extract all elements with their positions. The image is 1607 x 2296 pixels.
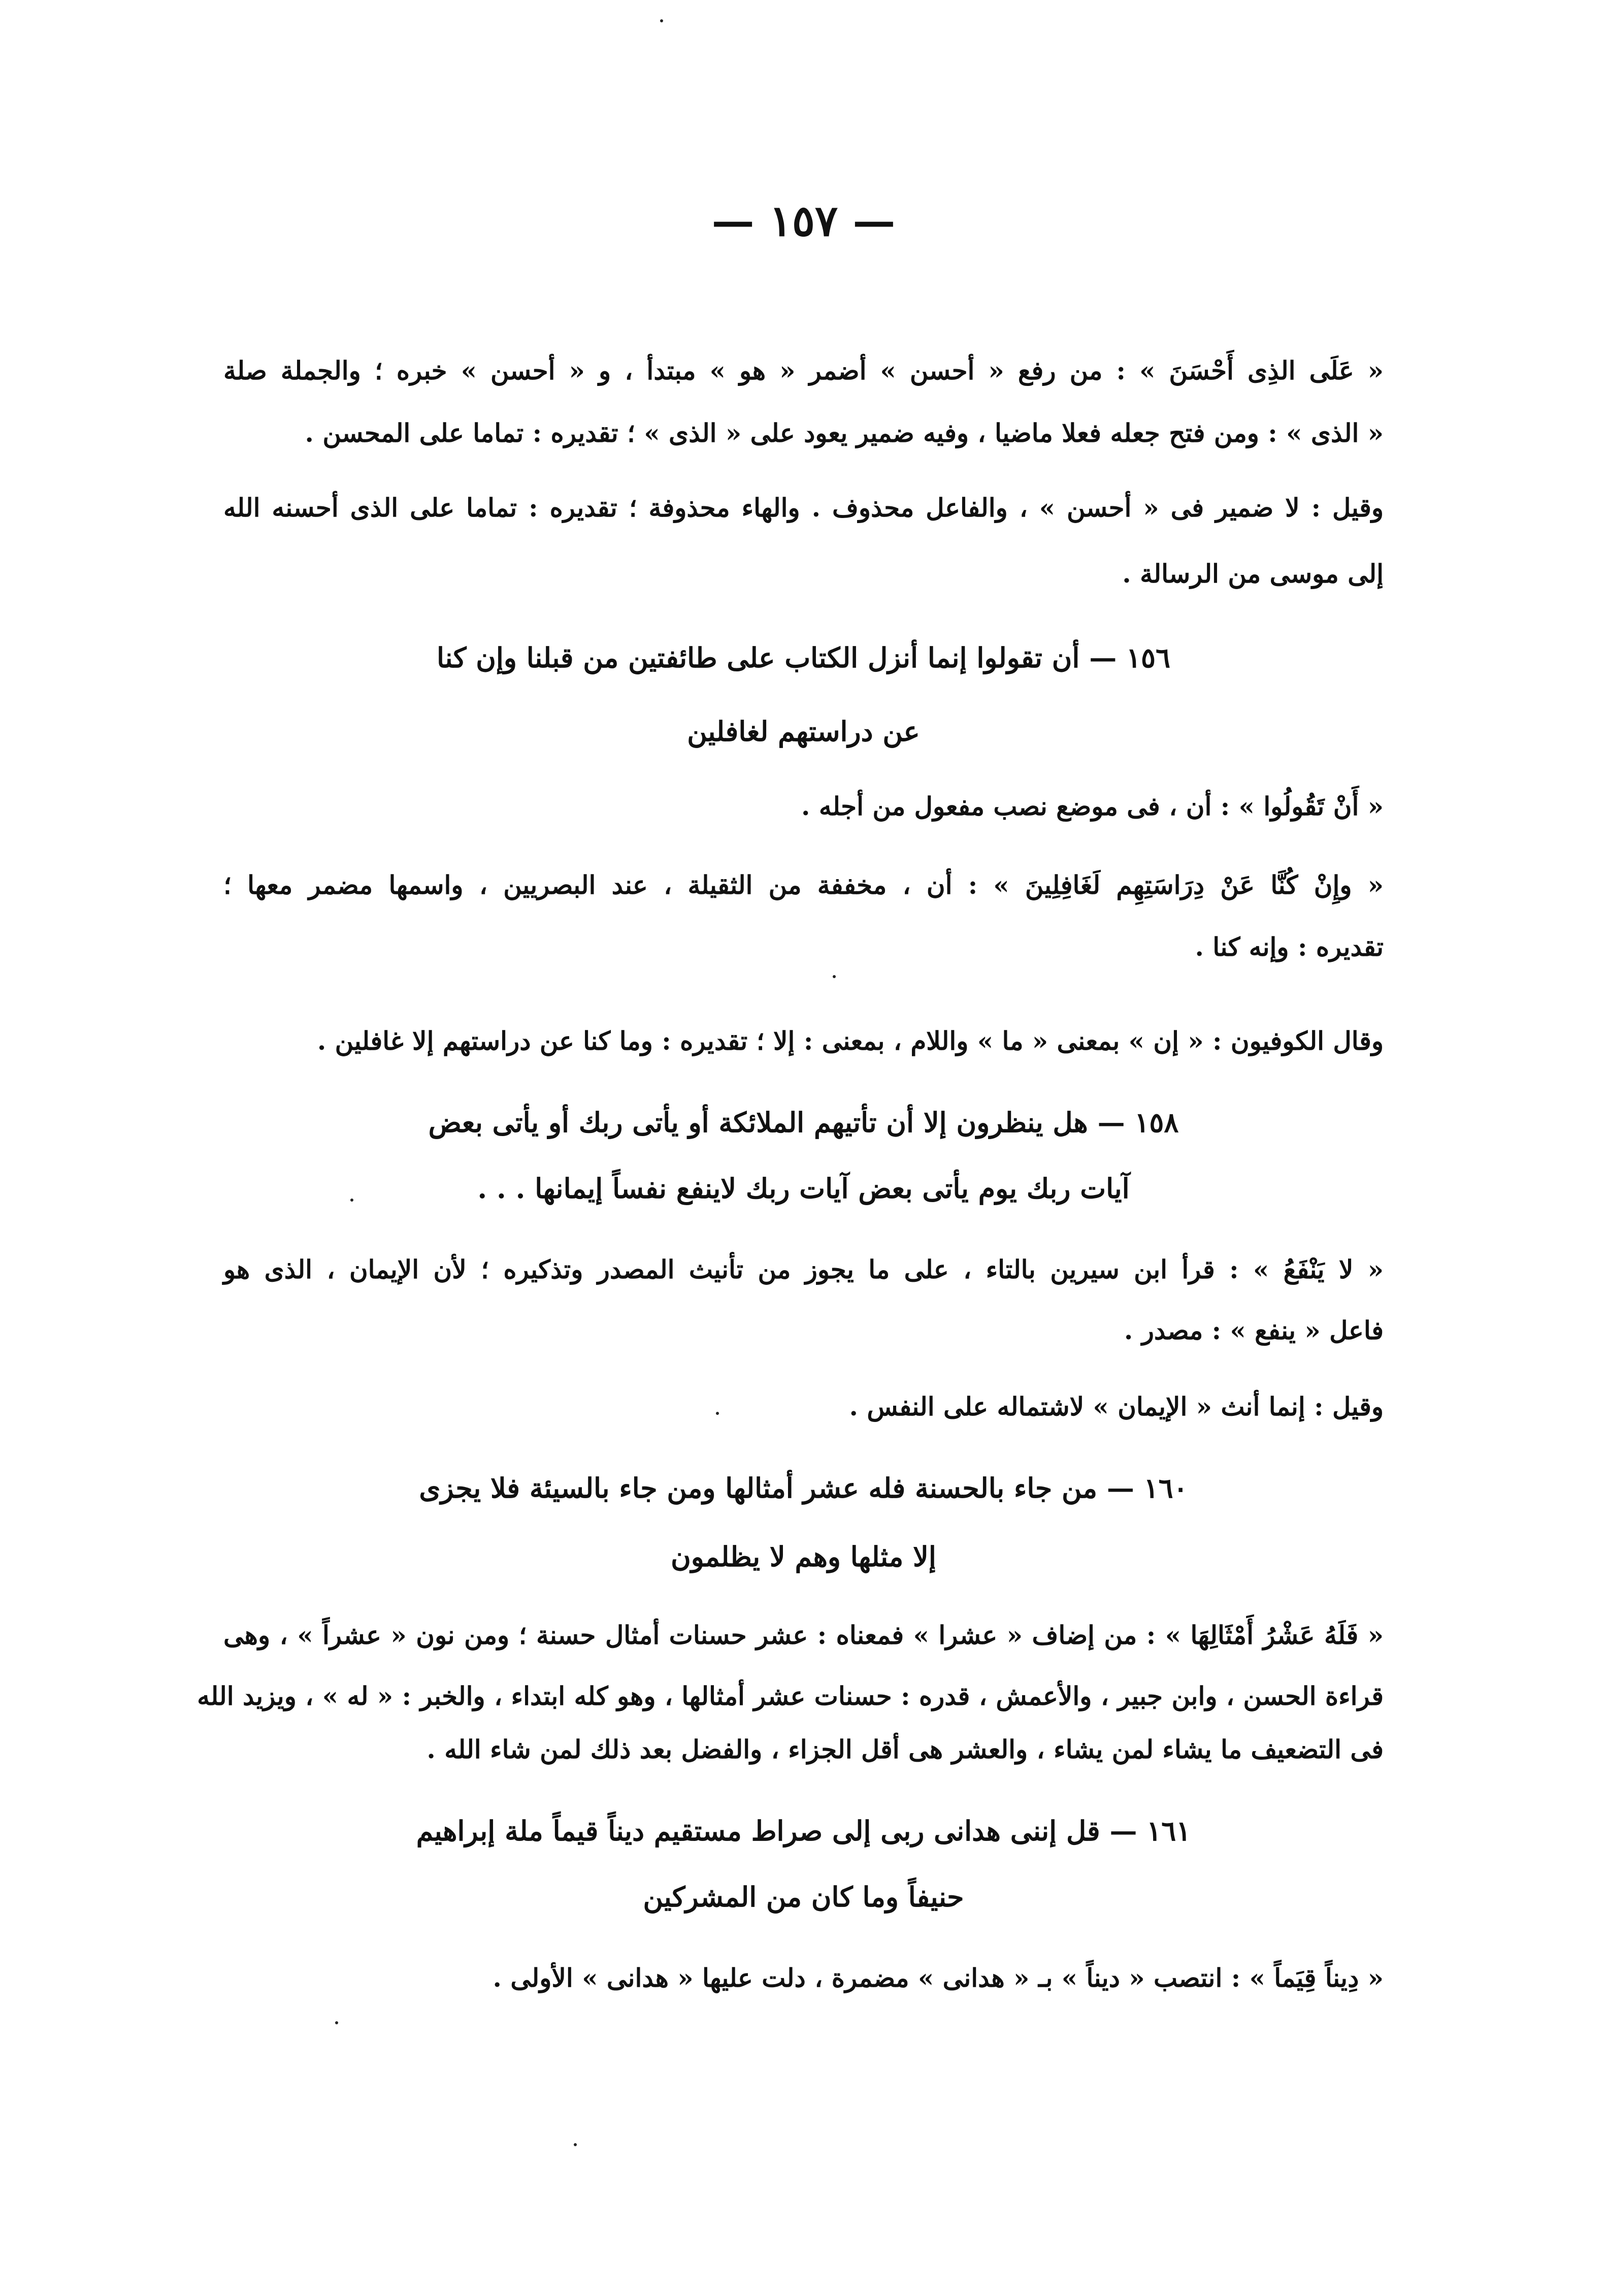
verse-line: ١٦٠ — من جاء بالحسنة فله عشر أمثالها ومن جاء بالسيئة فلا يجزى — [419, 1472, 1188, 1504]
page-number: — ١٥٧ — — [711, 196, 896, 246]
verse-line: ١٥٨ — هل ينظرون إلا أن تأتيهم الملائكة أو يأتى ربك أو يأتى بعض — [428, 1106, 1179, 1139]
text-line: تقديره : وإنه كنا . — [1195, 932, 1384, 962]
scan-speck — [660, 19, 663, 22]
text-line: فى التضعيف ما يشاء لمن يشاء ، والعشر هى أقل الجزاء ، والفضل بعد ذلك لمن شاء الله . — [427, 1734, 1384, 1764]
text-line: فاعل « ينفع » : مصدر . — [1124, 1315, 1384, 1345]
text-line: « الذى » : ومن فتح جعله فعلا ماضيا ، وفيه ضمير يعود على « الذى » ؛ تقديره : تماما على المحسن . — [305, 418, 1384, 448]
scan-speck — [574, 2143, 577, 2146]
text-line: « أَنْ تَقُولُوا » : أن ، فى موضع نصب مفعول من أجله . — [801, 791, 1384, 821]
scan-speck — [833, 975, 836, 978]
text-line: إلى موسى من الرسالة . — [1122, 559, 1384, 589]
verse-line: آيات ربك يوم يأتى بعض آيات ربك لاينفع نفساً إيمانها . . . — [477, 1172, 1130, 1205]
text-line: « وإِنْ كُنَّا عَنْ دِرَاسَتِهِم لَغَافِلِينَ » : أن ، مخففة من الثقيلة ، عند البصريين ، واسمها مضمر معها ؛ — [223, 870, 1384, 900]
verse-line: عن دراستهم لغافلين — [687, 715, 920, 748]
scan-speck — [716, 1412, 719, 1415]
text-line: قراءة الحسن ، وابن جبير ، والأعمش ، قدره : حسنات عشر أمثالها ، وهو كله ابتداء ، والخبر : « له » ، ويزيد الله — [197, 1681, 1384, 1711]
text-line: « عَلَى الذِى أَحْسَنَ » : من رفع « أحسن » أضمر « هو » مبتدأ ، و « أحسن » خبره ؛ والجملة صلة — [223, 355, 1384, 385]
verse-line: ١٥٦ — أن تقولوا إنما أنزل الكتاب على طائفتين من قبلنا وإن كنا — [436, 641, 1171, 674]
text-line: « فَلَهُ عَشْرُ أَمْثَالِهَا » : من إضاف « عشرا » فمعناه : عشر حسنات أمثال حسنة ؛ ومن نون « عشراً » ، وهى — [223, 1620, 1384, 1650]
scan-speck — [335, 2021, 338, 2024]
text-line: وقيل : لا ضمير فى « أحسن » ، والفاعل محذوف . والهاء محذوفة ؛ تقديره : تماما على الذى أحسنه الله — [223, 493, 1384, 523]
text-line: وقيل : إنما أنث « الإيمان » لاشتماله على النفس . — [849, 1392, 1384, 1421]
text-line: وقال الكوفيون : « إن » بمعنى « ما » واللام ، بمعنى : إلا ؛ تقديره : وما كنا عن دراستهم إلا غافلين . — [317, 1026, 1384, 1056]
text-line: « دِيناً قِيَماً » : انتصب « ديناً » بـ « هدانى » مضمرة ، دلت عليها « هدانى » الأولى . — [493, 1963, 1384, 1993]
verse-line: ١٦١ — قل إننى هدانى ربى إلى صراط مستقيم ديناً قيماً ملة إبراهيم — [416, 1815, 1191, 1847]
verse-line: حنيفاً وما كان من المشركين — [643, 1881, 964, 1913]
text-line: « لا يَنْفَعُ » : قرأ ابن سيرين بالتاء ، على ما يجوز من تأنيث المصدر وتذكيره ؛ لأن الإيمان ، الذى هو — [223, 1254, 1384, 1284]
scan-speck — [350, 1199, 353, 1202]
verse-line: إلا مثلها وهم لا يظلمون — [671, 1540, 936, 1573]
